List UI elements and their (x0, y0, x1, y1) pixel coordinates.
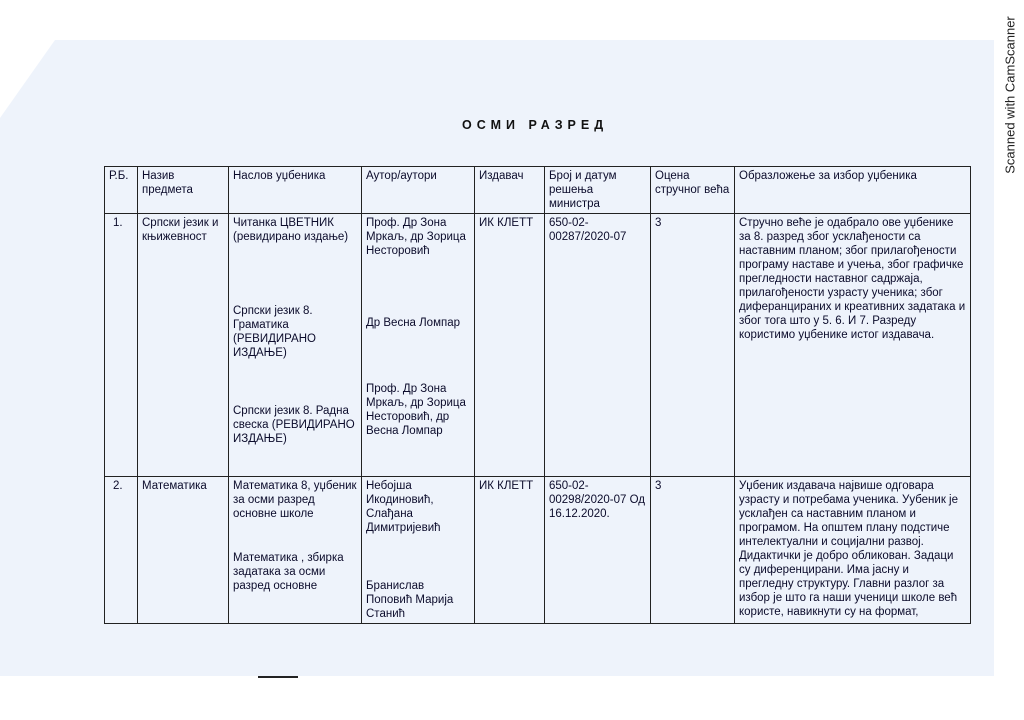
author-name: Проф. Др Зона Мркаљ, др Зорица Несторовић (366, 217, 466, 257)
scan-edge-mark (258, 676, 298, 678)
book-cell (229, 214, 362, 477)
row-number: 2. (105, 477, 138, 624)
publisher-cell: ИК КЛЕТТ (475, 477, 545, 624)
spacer (233, 521, 357, 551)
author-name: Небојша Икодиновић, Слађана Димитријевић (366, 480, 441, 534)
table-row (105, 214, 971, 477)
spacer (366, 330, 470, 382)
subject-cell: Математика (138, 477, 229, 624)
header-row (105, 167, 971, 214)
page-title: ОСМИ РАЗРЕД (462, 118, 609, 132)
reason-cell: Стручно веће је одабрало ове уџбенике за 8. разред због усклађености са наставним планом; због прилагођености програму наставе и учења, због графичке прегледности наставног садржаја, прилагођености узрасту ученика; због диферанцираних и креативних задатака и због тога што у 5. 6. И 7. Разреду користимо уџбенике истог издавача. (735, 214, 971, 477)
spacer (233, 244, 357, 304)
book-title: Српски језик 8. Радна свеска (РЕВИДИРАНО ИЗДАЊЕ) (233, 405, 355, 445)
header-cell-grade: Оцена стручног већа (651, 167, 735, 214)
scan-top-margin (0, 0, 1024, 40)
author-cell (362, 214, 475, 477)
author-name: Др Весна Ломпар (366, 317, 461, 329)
header-cell-author: Аутор/аутори (362, 167, 475, 214)
grade-cell: 3 (651, 214, 735, 477)
page-fold-shadow (0, 40, 60, 120)
scan-bottom-margin (0, 676, 1024, 720)
header-cell-book: Наслов уџбеника (229, 167, 362, 214)
table-row (105, 477, 971, 624)
grade-cell: 3 (651, 477, 735, 624)
textbook-table (104, 166, 971, 624)
header-cell-subject: Назив предмета (138, 167, 229, 214)
book-title: Читанка ЦВЕТНИК (ревидирано издање) (233, 217, 349, 243)
spacer (366, 258, 470, 316)
publisher-cell: ИК КЛЕТТ (475, 214, 545, 477)
author-name: Проф. Др Зона Мркаљ, др Зорица Несторовић, др Весна Ломпар (366, 383, 466, 437)
header-cell-publisher: Издавач (475, 167, 545, 214)
header-cell-reason: Образложење за избор уџбеника (735, 167, 971, 214)
book-title: Српски језик 8. Граматика (РЕВИДИРАНО ИЗДАЊЕ) (233, 305, 316, 359)
author-cell (362, 477, 475, 624)
book-title: Математика , збирка задатака за осми разред основне (233, 552, 344, 592)
header-cell-rb: Р.Б. (105, 167, 138, 214)
header-cell-decision: Број и датум решења министра (545, 167, 651, 214)
author-name: Бранислав Поповић Марија Станић (366, 580, 454, 620)
decision-cell: 650-02-00298/2020-07 Од 16.12.2020. (545, 477, 651, 624)
book-cell (229, 477, 362, 624)
decision-cell: 650-02-00287/2020-07 (545, 214, 651, 477)
spacer (366, 535, 470, 579)
row-number: 1. (105, 214, 138, 477)
watermark-text: Scanned with CamScanner (1002, 16, 1018, 174)
book-title: Математика 8, уџбеник за осми разред основне школе (233, 480, 357, 520)
reason-cell: Уџбеник издавача највише одговара узрасту и потребама ученика. Уубеник је усклађен са наставним планом и програмом. На општем плану подстиче интелектуални и социјални развој. Дидактички је добро обликован. Задаци су диференцирани. Има јасну и прегледну структуру. Главни разлог за избор је што га наши ученици школе већ користе, навикнути су на формат, (735, 477, 971, 624)
spacer (233, 360, 357, 404)
subject-cell: Српски језик и књижевност (138, 214, 229, 477)
watermark (996, 0, 1024, 200)
